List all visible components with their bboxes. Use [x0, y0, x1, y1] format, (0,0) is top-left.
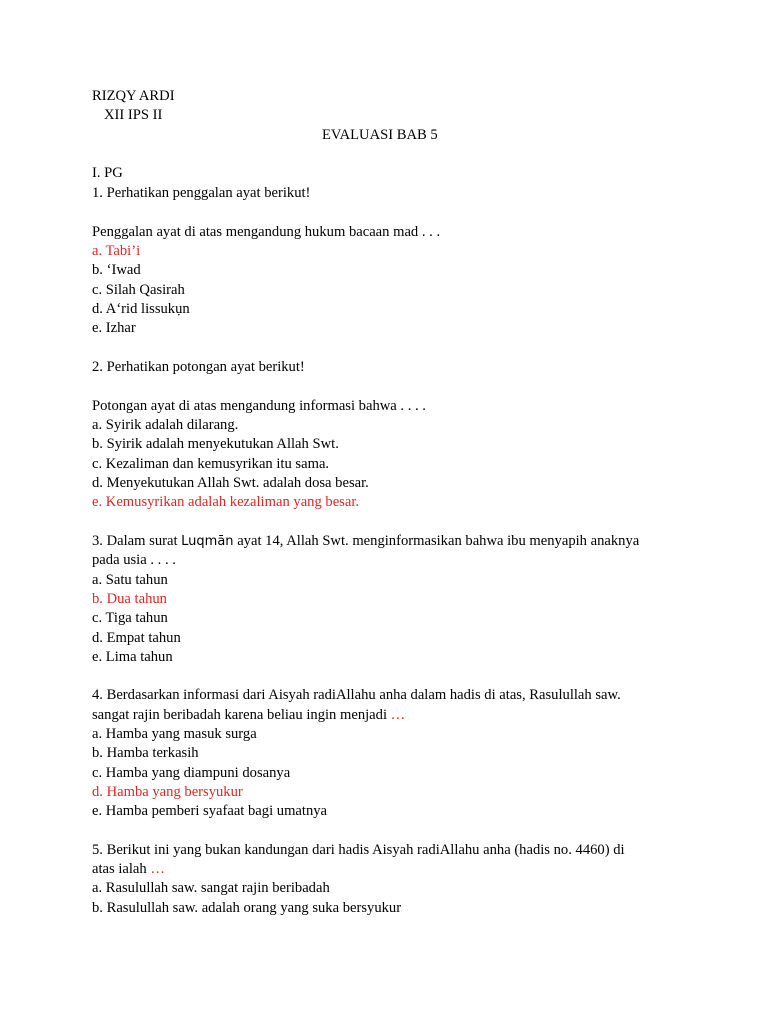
q2-option-d: d. Menyekutukan Allah Swt. adalah dosa besar.: [92, 475, 369, 491]
q2-stem: 2. Perhatikan potongan ayat berikut!: [92, 359, 305, 375]
document-title: EVALUASI BAB 5: [322, 127, 438, 143]
q3-option-a: a. Satu tahun: [92, 572, 168, 588]
q4-option-c: c. Hamba yang diampuni dosanya: [92, 765, 291, 781]
q1-option-a: a. Tabi’i: [92, 243, 141, 259]
q4-stem-line2: [92, 706, 406, 725]
q4-stem-line2-text: sangat rajin beribadah karena beliau ingin menjadi: [92, 707, 388, 723]
q2-option-b: b. Syirik adalah menyekutukan Allah Swt.: [92, 436, 339, 452]
q5-stem-line2-text: atas ialah: [92, 861, 147, 877]
q2-question: Potongan ayat di atas mengandung informasi bahwa . . . .: [92, 398, 426, 414]
q5-stem-line2: [92, 860, 166, 879]
q5-option-b: b. Rasulullah saw. adalah orang yang suka bersyukur: [92, 900, 402, 916]
q1-option-b: b. ‘Iwad: [92, 262, 141, 278]
q3-stem-line1: [92, 532, 639, 551]
q3-option-c: c. Tiga tahun: [92, 610, 168, 626]
q4-option-d: d. Hamba yang bersyukur: [92, 784, 243, 800]
q4-option-e: e. Hamba pemberi syafaat bagi umatnya: [92, 803, 328, 819]
q1-option-c: c. Silah Qasirah: [92, 282, 185, 298]
q4-stem-line1: 4. Berdasarkan informasi dari Aisyah radiAllahu anha dalam hadis di atas, Rasulullah saw.: [92, 687, 621, 703]
q1-stem: 1. Perhatikan penggalan ayat berikut!: [92, 185, 311, 201]
q3-stem-part2: ayat 14, Allah Swt. menginformasikan bahwa ibu menyapih anaknya: [237, 533, 640, 549]
q2-option-e: e. Kemusyrikan adalah kezaliman yang besar.: [92, 494, 360, 510]
student-class: XII IPS II: [104, 107, 163, 123]
q3-stem-line2: pada usia . . . .: [92, 552, 176, 568]
q5-option-a: a. Rasulullah saw. sangat rajin beribadah: [92, 880, 330, 896]
q1-option-d: d. A‘rid lissukụn: [92, 301, 190, 317]
q3-option-b: b. Dua tahun: [92, 591, 167, 607]
q3-surah-name: Luqmān: [181, 534, 234, 549]
q2-option-c: c. Kezaliman dan kemusyrikan itu sama.: [92, 456, 330, 472]
student-name: RIZQY ARDI: [92, 88, 175, 104]
q3-option-e: e. Lima tahun: [92, 649, 173, 665]
q4-option-a: a. Hamba yang masuk surga: [92, 726, 257, 742]
q1-option-e: e. Izhar: [92, 320, 136, 336]
q5-ellipsis: …: [150, 861, 166, 877]
q1-question: Penggalan ayat di atas mengandung hukum bacaan mad . . .: [92, 224, 441, 240]
q5-stem-line1: 5. Berikut ini yang bukan kandungan dari hadis Aisyah radiAllahu anha (hadis no. 4460) di: [92, 842, 625, 858]
section-heading: I. PG: [92, 165, 123, 181]
q4-ellipsis: …: [390, 707, 407, 723]
q3-option-d: d. Empat tahun: [92, 630, 181, 646]
q3-stem-part1: 3. Dalam surat: [92, 533, 178, 549]
q4-option-b: b. Hamba terkasih: [92, 745, 199, 761]
q2-option-a: a. Syirik adalah dilarang.: [92, 417, 239, 433]
